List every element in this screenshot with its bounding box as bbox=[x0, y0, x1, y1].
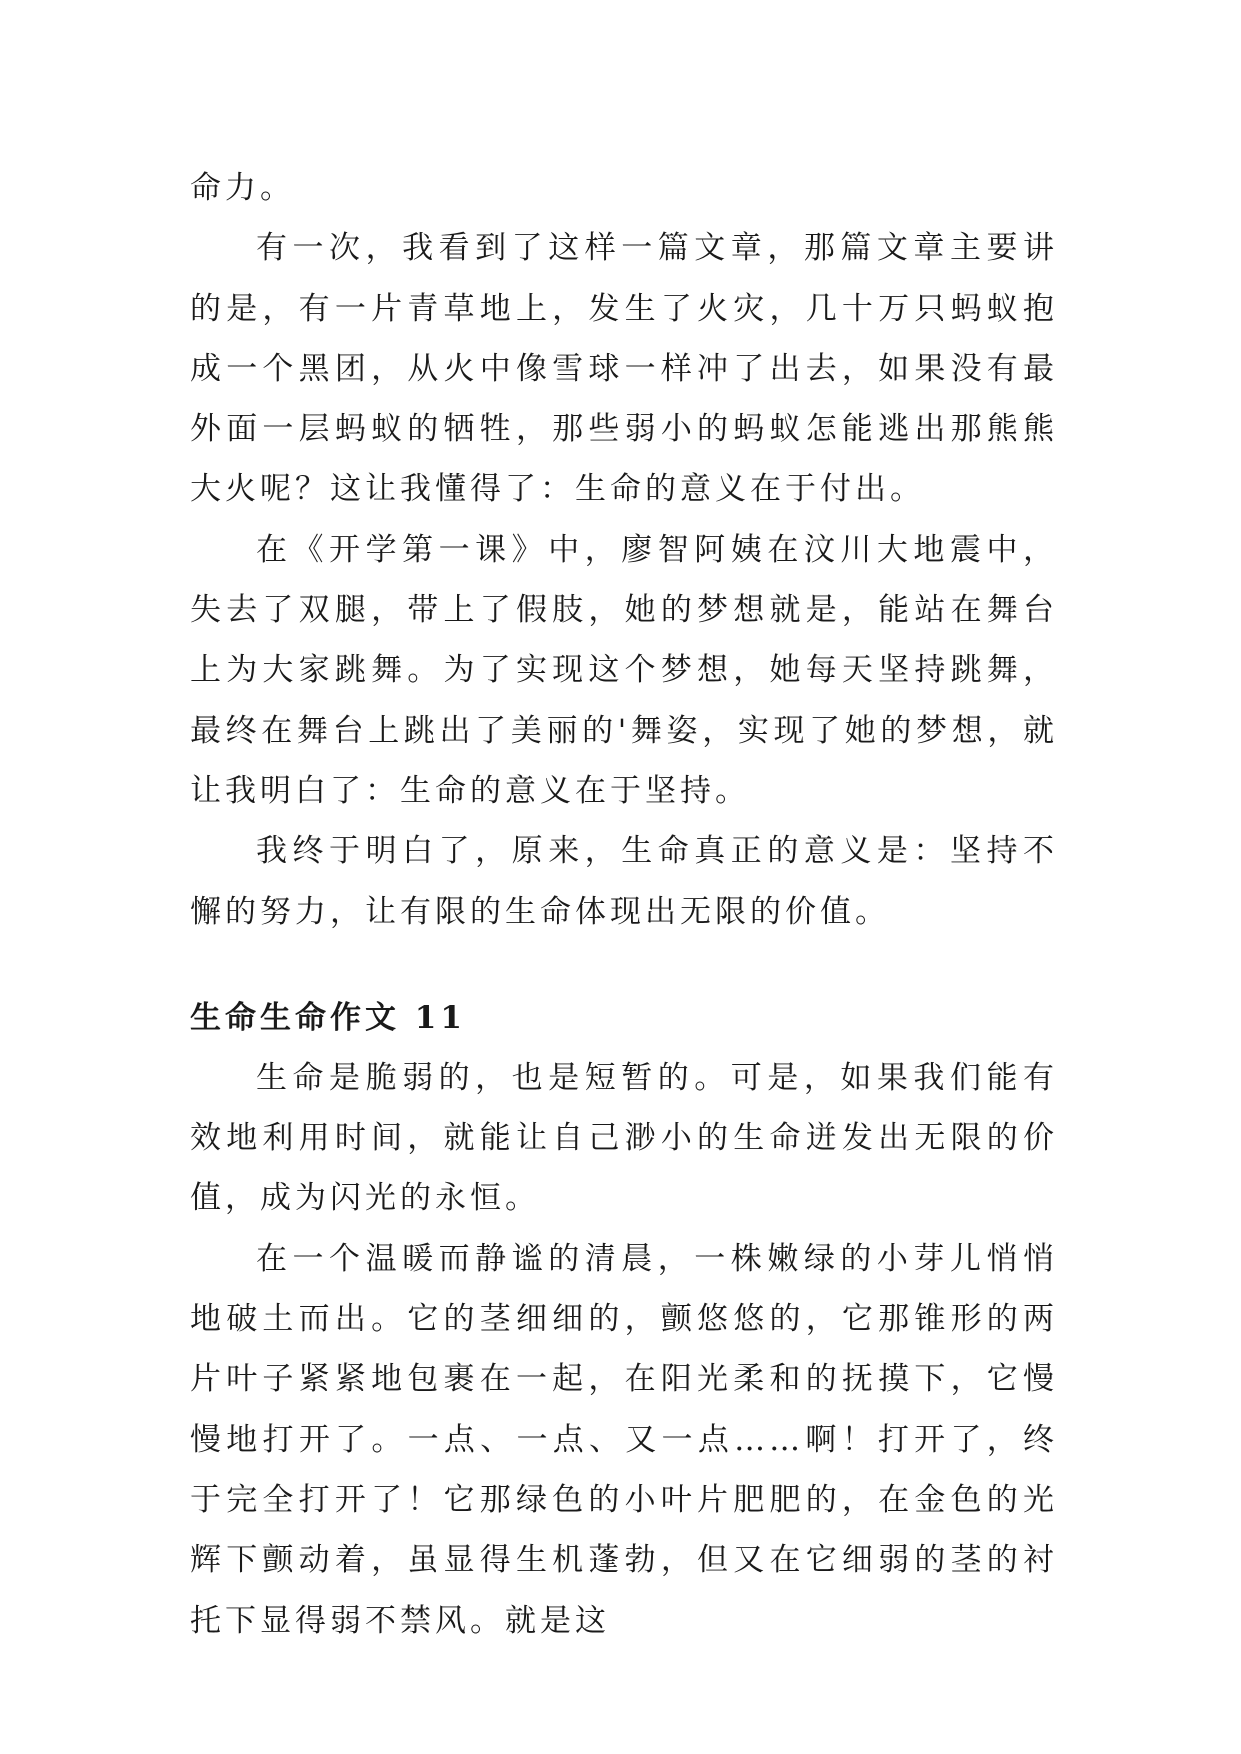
paragraph: 在一个温暖而静谧的清晨，一株嫩绿的小芽儿悄悄地破土而出。它的茎细细的，颤悠悠的，它那锥形的两片叶子紧紧地包裹在一起，在阳光柔和的抚摸下，它慢慢地打开了。一点、一点、又一点……啊！打开了，终于完全打开了！它那绿色的小叶片肥肥的，在金色的光辉下颤动着，虽显得生机蓬勃，但又在它细弱的茎的衬托下显得弱不禁风。就是这 bbox=[190, 1240, 1058, 1639]
document-page bbox=[190, 158, 1058, 1651]
section-title: 生命生命作文 11 bbox=[190, 999, 466, 1036]
paragraph: 命力。 bbox=[190, 170, 295, 206]
paragraph: 生命是脆弱的，也是短暂的。可是，如果我们能有效地利用时间，就能让自己渺小的生命迸发出无限的价值，成为闪光的永恒。 bbox=[190, 1059, 1058, 1217]
paragraph: 在《开学第一课》中，廖智阿姨在汶川大地震中，失去了双腿，带上了假肢，她的梦想就是，能站在舞台上为大家跳舞。为了实现这个梦想，她每天坚持跳舞，最终在舞台上跳出了美丽的'舞姿，实现了她的梦想，就让我明白了：生命的意义在于坚持。 bbox=[190, 531, 1058, 809]
paragraph: 我终于明白了，原来，生命真正的意义是：坚持不懈的努力，让有限的生命体现出无限的价值。 bbox=[190, 833, 1058, 930]
paragraph: 有一次，我看到了这样一篇文章，那篇文章主要讲的是，有一片青草地上，发生了火灾，几十万只蚂蚁抱成一个黑团，从火中像雪球一样冲了出去，如果没有最外面一层蚂蚁的牺牲，那些弱小的蚂蚁怎能逃出那熊熊大火呢？这让我懂得了：生命的意义在于付出。 bbox=[190, 230, 1058, 508]
